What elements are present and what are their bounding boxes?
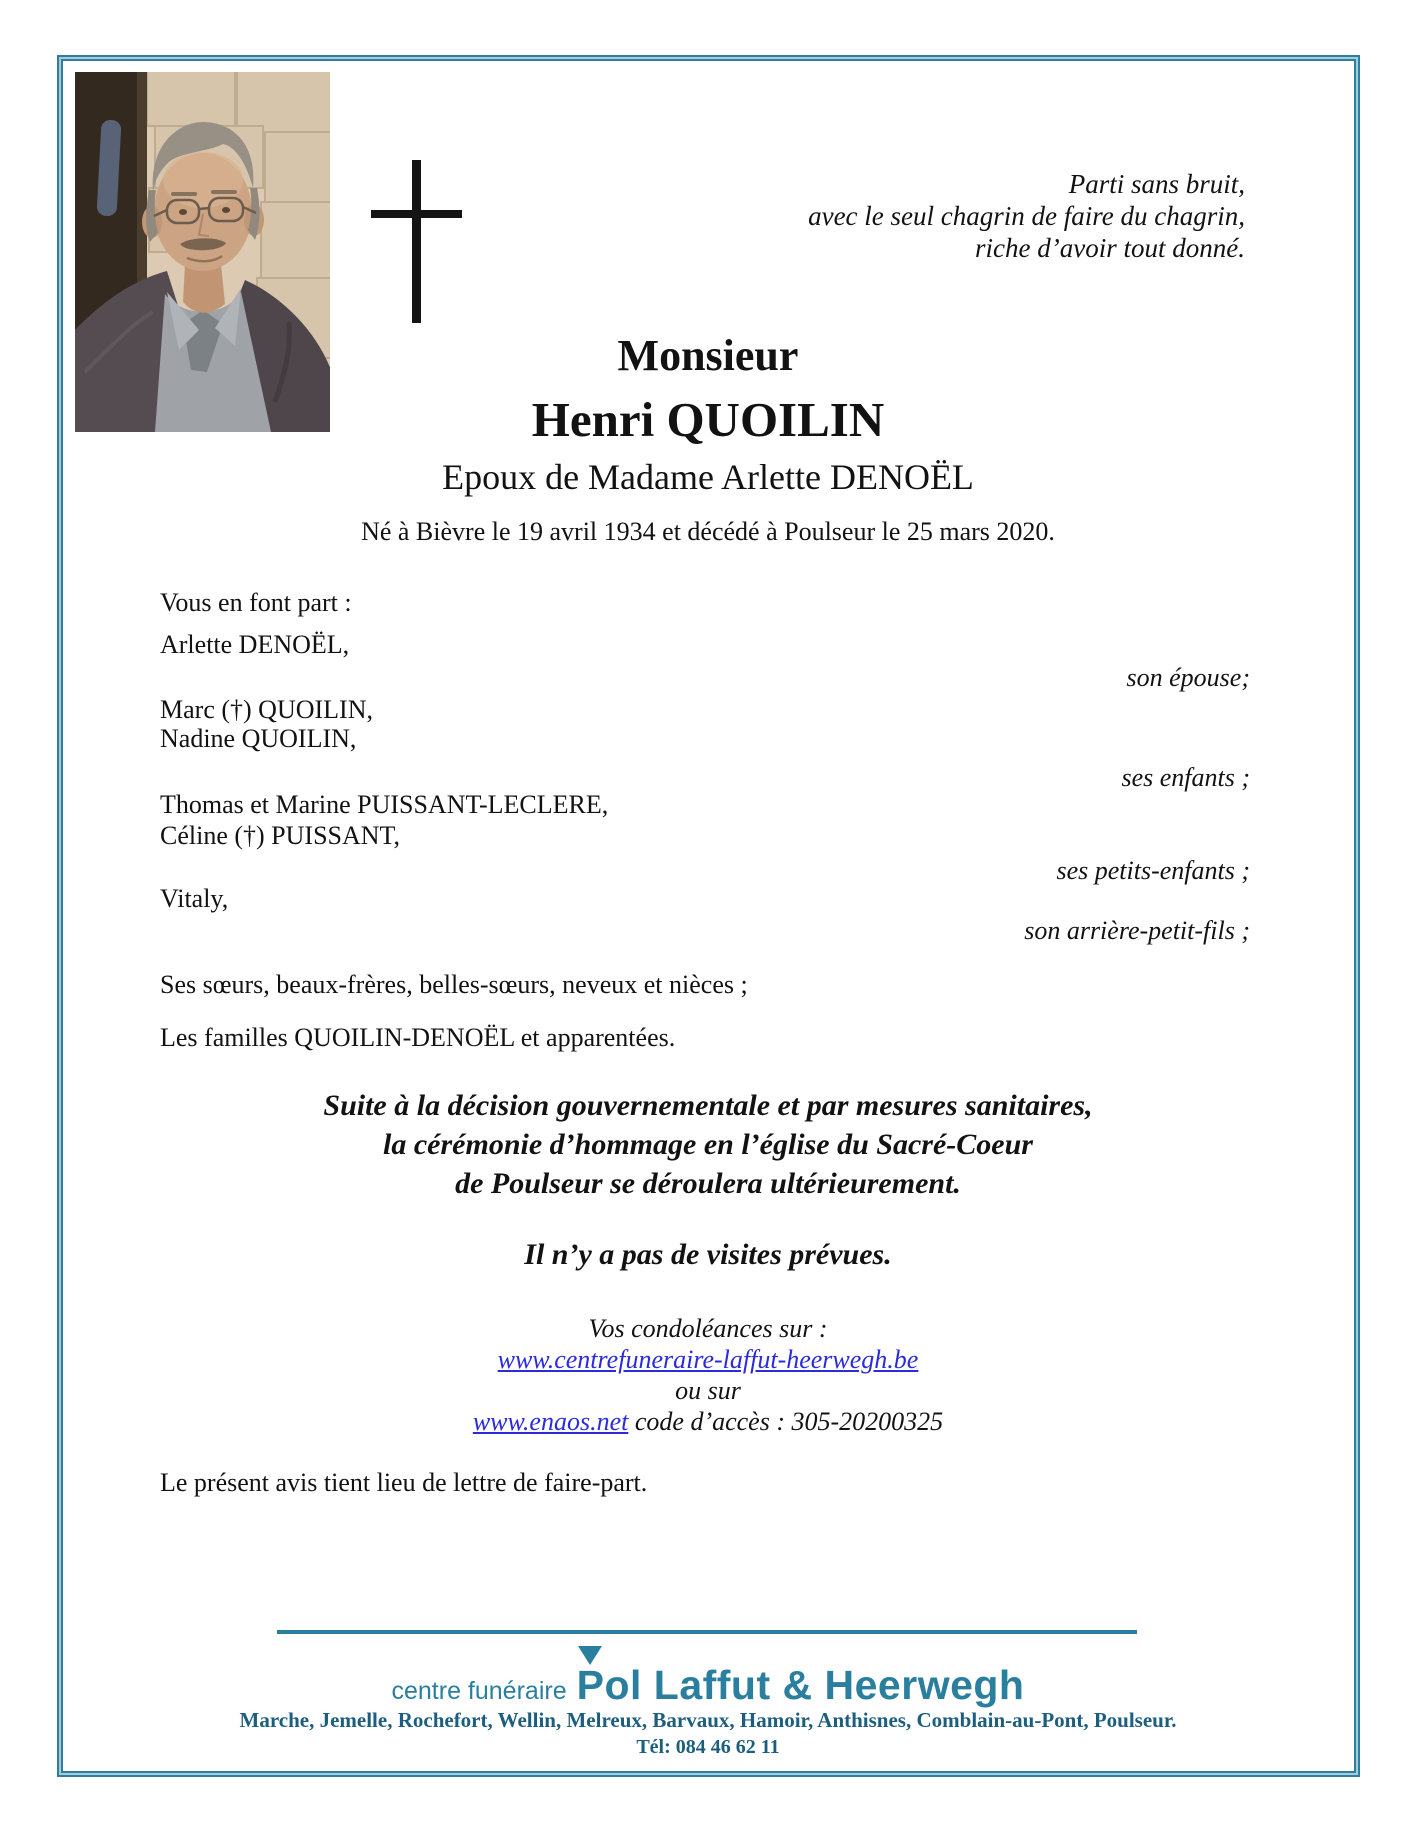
faire-part-notice: Le présent avis tient lieu de lettre de faire-part. — [160, 1468, 648, 1497]
family-name: Thomas et Marine PUISSANT-LECLERE, — [160, 790, 609, 819]
condolences-block — [0, 1313, 1416, 1437]
cross-icon — [412, 160, 421, 323]
ceremony-line: la cérémonie d’hommage en l’église du Sacré-Coeur — [383, 1128, 1033, 1161]
condolences-heading: Vos condoléances sur : — [588, 1314, 828, 1343]
epitaph-line: Parti sans bruit, — [1068, 169, 1245, 199]
cross-icon-arm — [371, 210, 462, 218]
portrait-photo — [75, 72, 330, 432]
family-name: Arlette DENOËL, — [160, 630, 350, 659]
condolences-link-enaos[interactable]: www.enaos.net — [472, 1407, 629, 1436]
relation-label: son épouse; — [1126, 663, 1250, 692]
extended-family-line: Ses sœurs, beaux-frères, belles-sœurs, neveux et nièces ; — [160, 970, 748, 999]
ceremony-line: Suite à la décision gouvernementale et par mesures sanitaires, — [323, 1089, 1093, 1122]
footer-divider — [277, 1630, 1137, 1634]
condolences-or-text: ou sur — [675, 1376, 741, 1405]
condolences-link-funeraire[interactable]: www.centrefuneraire-laffut-heerwegh.be — [497, 1345, 919, 1374]
ceremony-notice — [0, 1086, 1416, 1203]
epitaph-line: avec le seul chagrin de faire du chagrin, — [808, 201, 1245, 231]
announcement-intro: Vous en font part : — [160, 588, 352, 617]
spouse-line: Epoux de Madame Arlette DENOËL — [442, 457, 974, 497]
family-name: Marc (†) QUOILIN, — [160, 695, 373, 724]
funeral-home-brand — [0, 1662, 1416, 1709]
footer-locations: Marche, Jemelle, Rochefort, Wellin, Melreux, Barvaux, Hamoir, Anthisnes, Comblain-au-Pont, Poulseur. — [239, 1708, 1177, 1732]
family-name: Vitaly, — [160, 884, 229, 913]
family-name: Nadine QUOILIN, — [160, 724, 357, 753]
families-line: Les familles QUOILIN-DENOËL et apparentées. — [160, 1023, 676, 1052]
epitaph-quote — [808, 168, 1245, 264]
brand-name: Pol Laffut & Heerwegh — [576, 1662, 1025, 1708]
portrait-photo-image — [75, 72, 330, 432]
brand-prefix: centre funéraire — [391, 1677, 567, 1705]
title-prefix: Monsieur — [617, 331, 799, 380]
ceremony-line: de Poulseur se déroulera ultérieurement. — [455, 1167, 961, 1200]
relation-label: ses enfants ; — [1121, 763, 1250, 792]
access-code: code d’accès : 305-20200325 — [628, 1407, 944, 1436]
deceased-name: Henri QUOILIN — [531, 392, 885, 447]
relation-label: son arrière-petit-fils ; — [1024, 916, 1250, 945]
no-visits-line: Il n’y a pas de visites prévues. — [524, 1238, 892, 1271]
family-name: Céline (†) PUISSANT, — [160, 821, 401, 850]
birth-death-line: Né à Bièvre le 19 avril 1934 et décédé à Poulseur le 25 mars 2020. — [361, 517, 1055, 546]
relation-label: ses petits-enfants ; — [1056, 856, 1250, 885]
footer-phone: Tél: 084 46 62 11 — [636, 1736, 780, 1758]
epitaph-line: riche d’avoir tout donné. — [975, 233, 1245, 263]
